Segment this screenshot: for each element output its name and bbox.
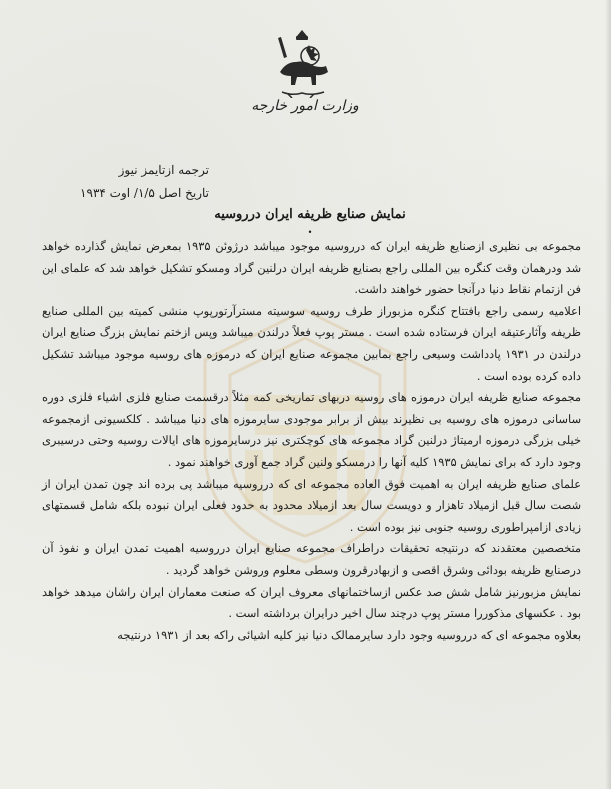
paragraph: بعلاوه مجموعه ای که درروسیه وجود دارد سایرممالک دنیا نیز کلیه اشیائی راکه بعد از ۱۹۳۱ درنتیجه: [117, 627, 581, 642]
ministry-name: وزارت امور خارجه: [251, 98, 359, 114]
paragraph: متخصصین معتقدند که درنتیجه تحقیقات دراطراف مجموعه صنایع ایران درروسیه اهمیت تمدن ایران و نفوذ آن درصنایع ظریفه بودائی وشرق اقصی و ازبهادرقرون وسطی معلوم وروشن خواهد گردید .: [42, 541, 581, 577]
document-title: نمایش صنایع ظریفه ایران درروسیه .: [214, 207, 406, 237]
original-date: تاریخ اصل ۱/۵/ اوت ۱۹۳۴: [80, 186, 209, 200]
paragraph: علمای صنایع ظریفه ایران به اهمیت فوق العاده مجموعه ای که درروسیه میباشد پی برده اند چون تمدن ایران از شصت سال قبل ازمیلاد تاهزار و دویست سال بعد ازمیلاد محدود به حدود فعلی ایران نبوده بلکه شامل قسمتهای زیادی ازامپراطوری روسیه جنوبی نیز بوده است .: [42, 476, 581, 534]
paragraph: مجموعه صنایع ظریفه ایران درموزه های روسیه دربهای تماریخی کمه مثلاً درقسمت صنایع فلزی اشیاء فلزی دوره ساسانی درموزه های روسیه بی نظیرند بیش از برابر موجودی سایرموزه های دنیا میباشد . کلکسیونی ازمجموعه خیلی بزرگی درموزه ارمیتاژ درلنین گراد مجموعه های کوچکتری نیز درسایرموزه های ایالات روسیه وحتی درسیبری وجود دارد که برای نمایش ۱۹۳۵ کلیه آنها را درمسکو ولنین گراد جمع آوری خواهند نمود .: [42, 390, 581, 469]
paragraph: مجموعه بی نظیری ازصنایع ظریفه ایران که درروسیه موجود میباشد درژوئن ۱۹۳۵ بمعرض نمایش گذارده خواهد شد ودرهمان وقت کنگره بین المللی راجع بصنایع ظریفه ایران درلنین گراد ومسکو تشکیل خواهد شد که علمای این فن ازتمام نقاط دنیا درآنجا حضور خواهند داشت.: [42, 239, 581, 297]
page-edge-shadow: [605, 0, 611, 789]
lion-and-sun-emblem-icon: [262, 28, 342, 98]
document-body: [42, 236, 581, 646]
paragraph: اعلامیه رسمی راجع بافتتاح کنگره مزبوراز طرف روسیه سوسیته مسترآرتورپوپ منشی کمیته بین المللی صنایع ظریفه وآثارعتیقه ایران فرستاده شده است . مستر پوپ فعلاً درلندن میباشد وپس ازختم نمایش بزرگ صنایع ایران درلندن در ۱۹۳۱ پادداشت وسیعی راجع بمابین مجموعه صنایع ایران که درموزه های روسیه موجود میباشد تشکیل داده کرده بوده است .: [42, 303, 581, 383]
translation-source: ترجمه ازتایمز نیوز: [118, 163, 209, 177]
paragraph: نمایش مزبورنیز شامل شش صد عکس ازساختمانهای معروف ایران که صنعت معماران ایران راشان میدهد خواهد بود . عکسهای مذکوررا مستر پوپ درچند سال اخیر درایران برداشته است .: [42, 584, 581, 621]
